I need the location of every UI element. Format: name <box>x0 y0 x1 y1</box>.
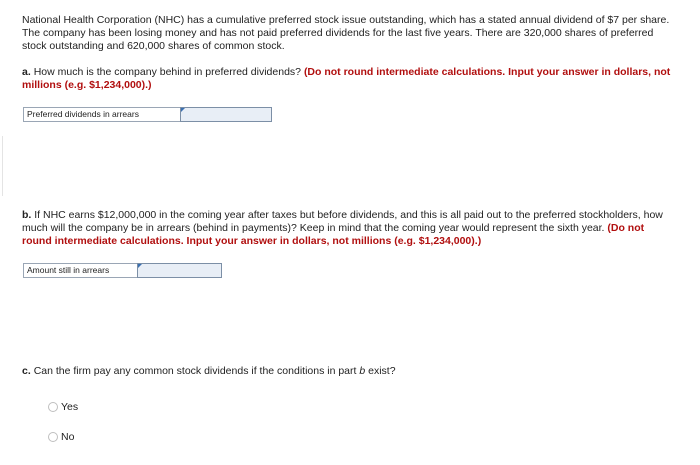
question-c-text-end: exist? <box>368 365 396 377</box>
question-a-letter: a. <box>22 66 31 78</box>
radio-yes-icon[interactable] <box>48 402 58 412</box>
answer-row-b <box>23 263 222 278</box>
option-no[interactable] <box>48 430 74 444</box>
option-yes[interactable] <box>48 400 78 414</box>
question-a-note: (Do not round intermediate calculations. Input your answer in dollars, not millions (e.g. $1,234,000).) <box>22 66 671 91</box>
problem-intro: National Health Corporation (NHC) has a cumulative preferred stock issue outstanding, which has a stated annual dividend of $7 per share. The company has been losing money and has not paid preferred dividends for the last five years. There are 320,000 shares of preferred stock outstanding and 620,000 shares of common stock. <box>22 14 670 52</box>
question-c <box>22 365 672 378</box>
left-border-line <box>2 136 3 196</box>
question-a-text: How much is the company behind in preferred dividends? <box>33 66 302 78</box>
question-c-part-ref: b <box>359 365 366 377</box>
radio-no-icon[interactable] <box>48 432 58 442</box>
answer-a-label: Preferred dividends in arrears <box>23 107 180 122</box>
question-b-note: (Do not round intermediate calculations. Input your answer in dollars, not millions (e.g. $1,234,000).) <box>22 222 645 247</box>
question-c-letter: c. <box>22 365 31 377</box>
answer-row-a <box>23 107 272 122</box>
option-yes-label[interactable]: Yes <box>61 400 79 413</box>
question-a <box>22 66 672 92</box>
amount-still-arrears-input[interactable] <box>137 263 222 278</box>
question-b-text: If NHC earns $12,000,000 in the coming year after taxes but before dividends, and this is all paid out to the preferred stockholders, how much will the company be in arrears (behind in payments)? Keep in mind that the coming year would represent the sixth year. <box>22 209 663 234</box>
question-c-text-start: Can the firm pay any common stock dividends if the conditions in part <box>33 365 357 377</box>
question-b-letter: b. <box>22 209 32 221</box>
question-b <box>22 209 672 248</box>
answer-b-label: Amount still in arrears <box>23 263 137 278</box>
preferred-dividends-arrears-input[interactable] <box>180 107 272 122</box>
option-no-label[interactable]: No <box>61 430 75 443</box>
